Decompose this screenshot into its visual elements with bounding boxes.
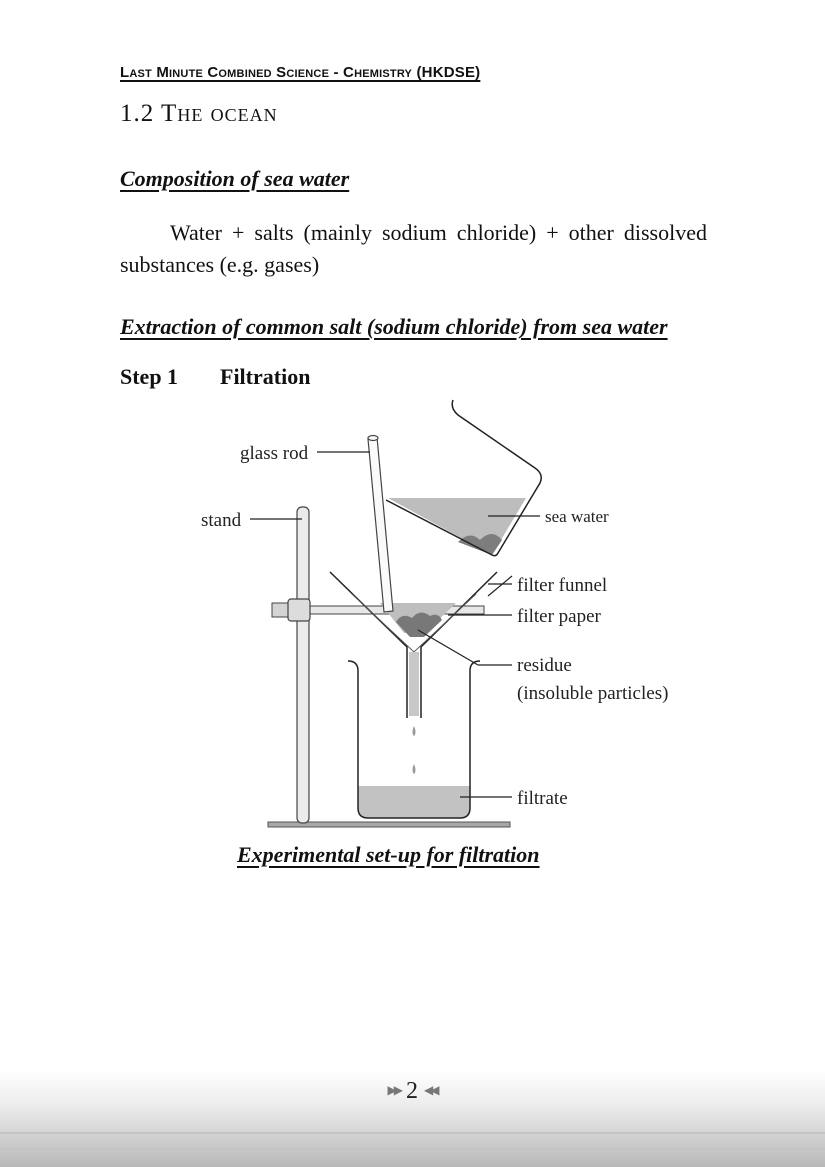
label-sea-water: sea water [545,507,609,526]
label-residue-note: (insoluble particles) [517,683,669,704]
footer-divider [0,1132,825,1134]
page-number-value: 2 [406,1078,418,1104]
label-glass-rod: glass rod [240,443,309,464]
diagram-caption: Experimental set-up for filtration [237,842,540,867]
composition-body: Water + salts (mainly sodium chloride) + other dissolved substances (e.g. gases) [120,220,707,277]
label-filter-paper: filter paper [517,606,601,627]
droplet [413,726,416,736]
step-number: Step 1 [120,364,179,389]
droplet [413,764,416,774]
forward-arrows-icon: ▶▶ [387,1083,400,1097]
filter-funnel [330,572,497,718]
label-stand: stand [201,510,242,531]
composition-heading: Composition of sea water [120,166,350,191]
step-name: Filtration [220,364,311,389]
stand-rod [297,507,309,823]
footer-divider [0,1148,825,1150]
label-filtrate: filtrate [517,788,568,809]
backward-arrows-icon: ◀◀ [424,1083,437,1097]
extraction-heading: Extraction of common salt (sodium chloride) from sea water [120,314,668,339]
section-title: 1.2 The ocean [120,100,278,127]
page-number [380,1078,444,1105]
label-residue: residue [517,655,572,676]
label-filter-funnel: filter funnel [517,575,608,596]
running-head: Last Minute Combined Science - Chemistry (HKDSE) [120,64,481,81]
pouring-beaker [386,400,541,556]
glass-rod [368,437,393,612]
